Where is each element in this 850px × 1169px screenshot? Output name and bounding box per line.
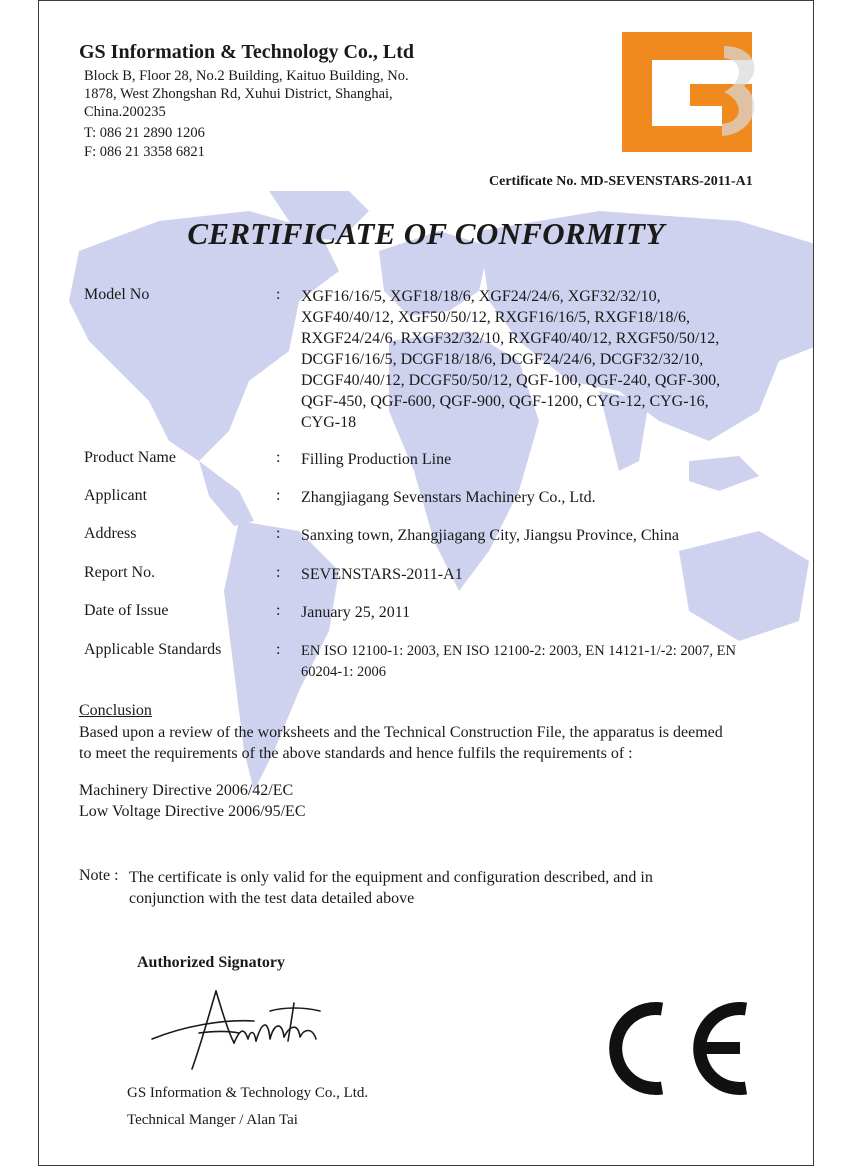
page-title: CERTIFICATE OF CONFORMITY (187, 216, 665, 251)
field-label-applicant: Applicant (84, 487, 148, 504)
field-colon: : (276, 525, 281, 542)
model-line: CYG-18 (301, 414, 357, 431)
field-label-applicable-standards: Applicable Standards (84, 641, 222, 658)
issuer-address-line: 1878, West Zhongshan Rd, Xuhui District, Shanghai, (84, 86, 393, 102)
conclusion-text (79, 722, 779, 764)
signatory-company: GS Information & Technology Co., Ltd. (127, 1085, 369, 1101)
field-value-report-no: SEVENSTARS-2011-A1 (301, 566, 463, 583)
directive-item: Low Voltage Directive 2006/95/EC (79, 803, 306, 820)
model-line: QGF-450, QGF-600, QGF-900, QGF-1200, CYG-12, CYG-16, (301, 393, 709, 410)
model-line: DCGF16/16/5, DCGF18/18/6, DCGF24/24/6, DCGF32/32/10, (301, 351, 704, 368)
field-colon: : (276, 602, 281, 619)
issuer-address-line: Block B, Floor 28, No.2 Building, Kaituo Building, No. (84, 68, 409, 84)
field-value-model-no (301, 286, 781, 433)
field-label-address: Address (84, 525, 137, 542)
field-colon: : (276, 641, 281, 658)
model-line: XGF40/40/12, XGF50/50/12, RXGF16/16/5, RXGF18/18/6, (301, 309, 690, 326)
field-colon: : (276, 564, 281, 581)
conclusion-line: to meet the requirements of the above standards and hence fulfils the requirements of : (79, 745, 633, 762)
field-label-product-name: Product Name (84, 449, 176, 466)
certificate-number: Certificate No. MD-SEVENSTARS-2011-A1 (489, 174, 753, 189)
note-line: conjunction with the test data detailed above (129, 890, 415, 907)
field-value-address: Sanxing town, Zhangjiagang City, Jiangsu Province, China (301, 527, 680, 544)
note-label: Note : (79, 867, 119, 884)
field-colon: : (276, 449, 281, 466)
model-line: RXGF24/24/6, RXGF32/32/10, RXGF40/40/12, RXGF50/50/12, (301, 330, 720, 347)
field-colon: : (276, 286, 281, 303)
issuer-address-line: China.200235 (84, 104, 166, 120)
field-colon: : (276, 487, 281, 504)
ce-mark-icon (594, 1001, 754, 1096)
certificate-page (38, 0, 814, 1166)
note-text (129, 867, 689, 909)
issuer-company-name: GS Information & Technology Co., Ltd (79, 41, 415, 63)
conclusion-line: Based upon a review of the worksheets and the Technical Construction File, the apparatus is deemed (79, 724, 723, 741)
gs-logo-icon (604, 26, 764, 161)
field-value-applicable-standards (301, 641, 781, 683)
model-line: DCGF40/40/12, DCGF50/50/12, QGF-100, QGF-240, QGF-300, (301, 372, 721, 389)
authorized-signatory-heading: Authorized Signatory (137, 954, 285, 971)
handwritten-signature (144, 981, 334, 1076)
field-value-applicant: Zhangjiagang Sevenstars Machinery Co., Ltd. (301, 489, 596, 506)
issuer-fax: F: 086 21 3358 6821 (84, 144, 205, 160)
field-label-report-no: Report No. (84, 564, 156, 581)
field-label-date-of-issue: Date of Issue (84, 602, 169, 619)
field-value-product-name: Filling Production Line (301, 451, 452, 468)
model-line: XGF16/16/5, XGF18/18/6, XGF24/24/6, XGF32/32/10, (301, 288, 661, 305)
field-value-date-of-issue: January 25, 2011 (301, 604, 411, 621)
standards-line: 60204-1: 2006 (301, 664, 386, 680)
directive-item: Machinery Directive 2006/42/EC (79, 782, 294, 799)
note-line: The certificate is only valid for the equipment and configuration described, and in (129, 869, 653, 886)
conclusion-heading: Conclusion (79, 702, 152, 719)
signatory-role: Technical Manger / Alan Tai (127, 1112, 298, 1128)
issuer-phone: T: 086 21 2890 1206 (84, 125, 205, 141)
field-label-model-no: Model No (84, 286, 150, 303)
standards-line: EN ISO 12100-1: 2003, EN ISO 12100-2: 2003, EN 14121-1/-2: 2007, EN (301, 643, 736, 659)
